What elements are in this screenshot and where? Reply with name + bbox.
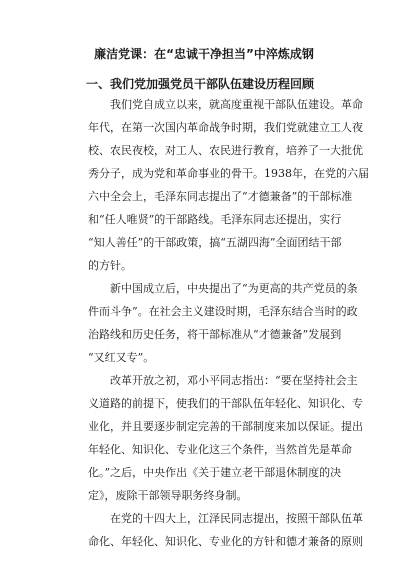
paragraph-line: 定》，废除干部领导职务终身制。 — [88, 489, 248, 502]
paragraph-line: 新中国成立后，中央提出了“为更高的共产党员的条 — [110, 282, 358, 295]
paragraph-line: “知人善任”的干部政策，搞“五湖四海”全面团结干部 — [88, 236, 342, 249]
paragraph-line: 件而斗争”。在社会主义建设时期，毛泽东结合当时的政 — [88, 305, 358, 318]
paragraph-line: 改革开放之初，邓小平同志指出：“要在坚持社会主 — [110, 374, 358, 387]
paragraph-line: 业化，并且要逐步制定完善的干部制度来加以保证。提出 — [88, 420, 363, 433]
paragraph-line: 和“任人唯贤”的干部路线。毛泽东同志还提出，实行 — [88, 213, 342, 226]
paragraph-line: “又红又专”。 — [88, 351, 155, 364]
paragraph-line: 年轻化、知识化、专业化这三个条件，当然首先是革命 — [88, 443, 352, 456]
paragraph-line: 的方针。 — [88, 259, 132, 272]
section-heading: 一、我们党加强党员干部队伍建设历程回顾 — [86, 77, 315, 91]
paragraph-line: 在党的十四大上，江泽民同志提出，按照干部队伍革 — [110, 512, 363, 525]
paragraph-line: 义道路的前提下，使我们的干部队伍年轻化、知识化、专 — [88, 397, 363, 410]
paragraph-line: 化。”之后，中央作出《关于建立老干部退休制度的决 — [88, 466, 342, 479]
paragraph-line: 治路线和历史任务，将干部标准从“才德兼备”发展到 — [88, 328, 342, 341]
paragraph-line: 命化、年轻化、知识化、专业化的方针和德才兼备的原则 — [88, 535, 363, 548]
paragraph-line: 六中全会上，毛泽东同志提出了“才德兼备”的干部标准 — [88, 190, 353, 203]
paragraph-line: 校、农民夜校，对工人、农民进行教育，培养了一大批优 — [88, 144, 363, 157]
document-title: 廉洁党课：在“忠诚干净担当”中淬炼成钢 — [94, 47, 314, 61]
paragraph-line: 我们党自成立以来，就高度重视干部队伍建设。革命 — [110, 98, 363, 111]
paragraph-line: 年代，在第一次国内革命战争时期，我们党就建立工人夜 — [88, 121, 363, 134]
paragraph-line: 秀分子，成为党和革命事业的骨干。1938年，在党的六届 — [88, 167, 369, 180]
